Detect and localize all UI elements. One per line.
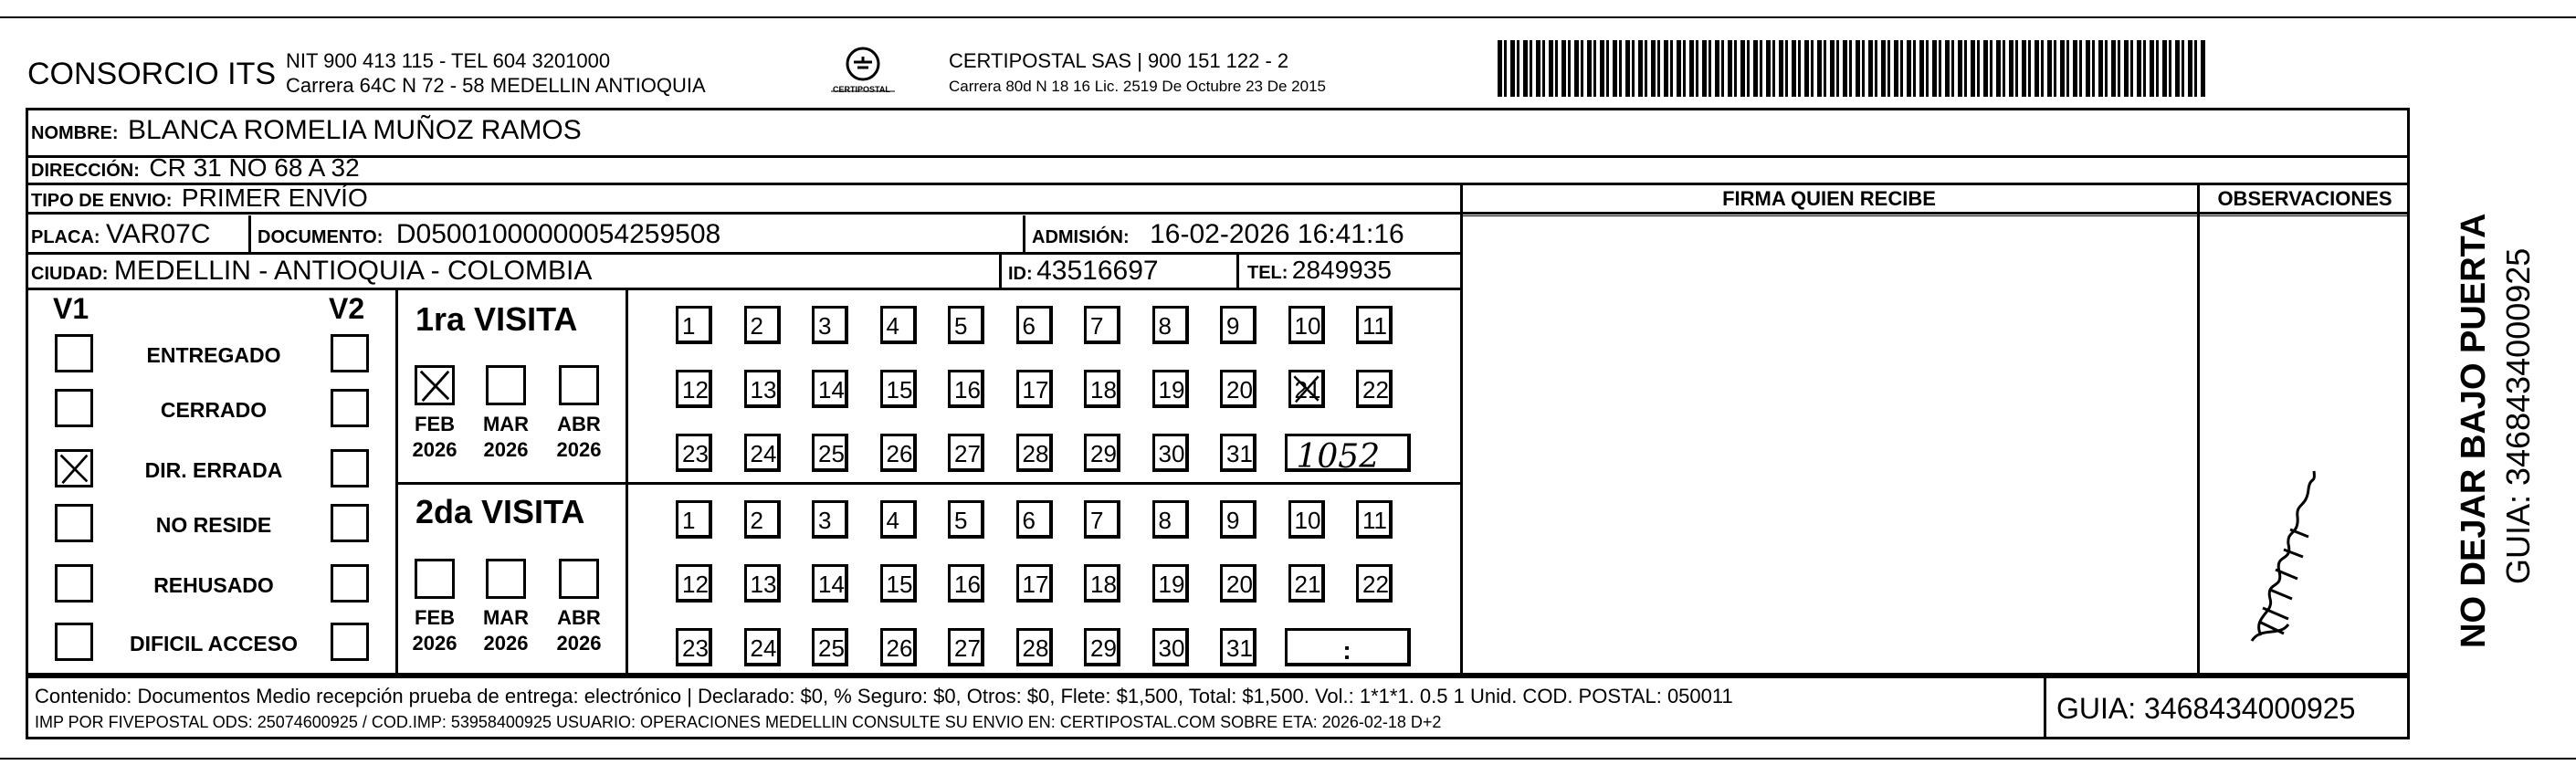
company-name: CONSORCIO ITS	[27, 57, 277, 91]
day-cell[interactable]	[1152, 370, 1189, 408]
signature-header: FIRMA QUIEN RECIBE	[1722, 187, 1936, 210]
day-cell[interactable]	[1152, 434, 1189, 472]
day-number: 4	[886, 312, 899, 340]
day-number: 1	[682, 312, 696, 340]
day-cell[interactable]	[1356, 306, 1393, 344]
day-number: 11	[1362, 507, 1387, 534]
v1-checkbox[interactable]	[55, 623, 93, 661]
day-number: 9	[1226, 312, 1240, 340]
footer-contents: Contenido: Documentos Medio recepción prueba de entrega: electrónico | Declarado: $0, % Seguro: $0, Otros: $0, Flete: $1,500, Total: $1,500. Vol.: 1*1*1. 0.5 1 Unid. COD. POSTAL: 050011	[35, 685, 1733, 707]
status-option-label: REHUSADO	[153, 573, 274, 597]
plate-label: PLACA:	[31, 227, 100, 247]
day-number: 19	[1158, 376, 1185, 403]
day-number: 28	[1022, 440, 1049, 467]
day-cell[interactable]	[676, 500, 712, 539]
type-row	[31, 185, 368, 211]
day-cell[interactable]	[1220, 564, 1256, 603]
day-number: 13	[750, 376, 777, 403]
day-cell[interactable]	[744, 434, 781, 472]
day-number: 12	[682, 571, 709, 598]
x-mark-icon	[58, 452, 90, 485]
day-cell[interactable]	[676, 370, 712, 408]
day-cell[interactable]	[1220, 306, 1256, 344]
day-cell[interactable]	[812, 370, 848, 408]
day-number: 31	[1226, 440, 1253, 467]
day-cell[interactable]	[1016, 628, 1053, 666]
row-line	[26, 183, 2410, 185]
day-number: 8	[1158, 507, 1172, 534]
type-label: TIPO DE ENVIO:	[31, 191, 173, 211]
day-number: 23	[682, 634, 709, 662]
day-cell[interactable]	[1220, 628, 1256, 666]
day-cell[interactable]	[676, 564, 712, 603]
day-number: 10	[1294, 507, 1321, 534]
day-cell[interactable]	[948, 306, 984, 344]
day-cell[interactable]	[1288, 306, 1325, 344]
row-line	[26, 212, 2410, 215]
day-cell[interactable]	[880, 434, 917, 472]
day-cell[interactable]	[1084, 500, 1120, 539]
month-name: FEB	[415, 606, 455, 629]
month-name: MAR	[482, 413, 530, 435]
day-number: 13	[750, 571, 777, 598]
admission-label: ADMISIÓN:	[1032, 227, 1130, 247]
day-cell[interactable]	[1152, 628, 1189, 666]
day-number: 5	[954, 312, 968, 340]
day-number: 28	[1022, 634, 1049, 662]
col-line	[1236, 252, 1239, 288]
day-cell[interactable]	[880, 370, 917, 408]
col-line	[1023, 215, 1025, 252]
month-year: 2026	[556, 438, 602, 461]
day-cell[interactable]	[880, 564, 917, 603]
day-cell[interactable]	[1084, 434, 1120, 472]
admission-row	[1032, 221, 1404, 248]
day-cell[interactable]	[744, 628, 781, 666]
row-line	[26, 288, 1462, 290]
v1-checkbox[interactable]	[55, 389, 93, 427]
day-number: 15	[886, 571, 913, 598]
status-option-label: CERRADO	[160, 398, 268, 422]
day-cell[interactable]	[948, 628, 984, 666]
day-cell[interactable]	[880, 500, 917, 539]
document-value: D05001000000054259508	[395, 219, 721, 249]
address-label: DIRECCIÓN:	[31, 161, 140, 181]
day-cell[interactable]	[880, 628, 917, 666]
day-number: 20	[1226, 571, 1253, 598]
month-name: ABR	[557, 606, 601, 629]
day-cell[interactable]	[1016, 500, 1053, 539]
day-number: 1	[682, 507, 696, 534]
day-cell[interactable]	[1152, 500, 1189, 539]
day-cell[interactable]	[880, 306, 917, 344]
day-number: 18	[1090, 376, 1117, 403]
day-cell[interactable]	[812, 434, 848, 472]
day-cell[interactable]	[676, 628, 712, 666]
day-number: 19	[1158, 571, 1185, 598]
day-cell[interactable]	[1220, 500, 1256, 539]
day-number: 11	[1362, 312, 1387, 340]
day-number: 3	[818, 507, 832, 534]
day-number: 15	[886, 376, 913, 403]
day-cell[interactable]	[1084, 370, 1120, 408]
day-number: 17	[1022, 376, 1049, 403]
tel-row	[1247, 257, 1392, 283]
v1-header: V1	[53, 292, 89, 325]
footer-imp-line: IMP POR FIVEPOSTAL ODS: 25074600925 / COD.IMP: 53958400925 USUARIO: OPERACIONES MEDELLIN CONSULTE SU ENVIO EN: CERTIPOSTAL.COM SOBRE ETA: 2026-02-18 D+2	[35, 713, 1442, 731]
v2-checkbox[interactable]	[331, 504, 369, 542]
v2-checkbox[interactable]	[331, 449, 369, 487]
day-number: 23	[682, 440, 709, 467]
city-row	[31, 257, 592, 285]
day-cell[interactable]	[1084, 306, 1120, 344]
day-number: 9	[1226, 507, 1240, 534]
day-number: 29	[1090, 440, 1117, 467]
day-number: 7	[1090, 507, 1104, 534]
day-number: 24	[750, 634, 777, 662]
day-number: 21	[1294, 571, 1321, 598]
address-row	[31, 155, 360, 181]
city-value: MEDELLIN - ANTIOQUIA - COLOMBIA	[113, 256, 593, 286]
month-checkbox[interactable]	[486, 365, 526, 405]
v1-checkbox[interactable]	[55, 334, 93, 372]
visit-time-value: :	[1342, 636, 1351, 665]
certipostal-nit: CERTIPOSTAL SAS | 900 151 122 - 2	[949, 49, 1289, 72]
col-line	[248, 215, 251, 252]
footer-guia: GUIA: 3468434000925	[2056, 692, 2356, 725]
id-label: ID:	[1008, 264, 1033, 284]
day-number: 24	[750, 440, 777, 467]
name-label: NOMBRE:	[31, 123, 119, 143]
plate-value: VAR07C	[106, 219, 211, 249]
day-number: 12	[682, 376, 709, 403]
observations-divider	[2197, 183, 2200, 676]
day-cell[interactable]	[1288, 370, 1325, 408]
day-number: 6	[1022, 312, 1036, 340]
status-option-label: DIFICIL ACCESO	[129, 632, 298, 655]
day-number: 22	[1362, 376, 1389, 403]
month-year: 2026	[483, 438, 529, 461]
day-number: 27	[954, 634, 981, 662]
day-cell[interactable]	[812, 628, 848, 666]
id-value: 43516697	[1036, 256, 1159, 286]
day-cell[interactable]	[1220, 370, 1256, 408]
document-row	[258, 221, 720, 248]
logo-text: CERTIPOSTAL	[833, 85, 890, 94]
day-number: 20	[1226, 376, 1253, 403]
day-cell[interactable]	[1288, 500, 1325, 539]
day-number: 26	[886, 440, 913, 467]
day-cell[interactable]	[1220, 434, 1256, 472]
row-line	[26, 252, 1462, 255]
day-number: 3	[818, 312, 832, 340]
name-row	[31, 117, 582, 144]
month-checkbox[interactable]	[559, 559, 599, 599]
day-number: 22	[1362, 571, 1389, 598]
recipient-name: BLANCA ROMELIA MUÑOZ RAMOS	[128, 115, 582, 145]
status-option-label: ENTREGADO	[146, 343, 281, 367]
day-cell[interactable]	[812, 564, 848, 603]
day-cell[interactable]	[1016, 434, 1053, 472]
visit1-title: 1ra VISITA	[415, 300, 578, 338]
day-cell[interactable]	[812, 500, 848, 539]
month-year: 2026	[556, 632, 602, 655]
plate-row	[31, 221, 211, 248]
day-number: 5	[954, 507, 968, 534]
day-number: 30	[1158, 634, 1185, 662]
day-cell[interactable]	[812, 306, 848, 344]
day-number: 17	[1022, 571, 1049, 598]
day-number: 29	[1090, 634, 1117, 662]
v1-checkbox[interactable]	[55, 564, 93, 603]
bottom-edge-line	[0, 758, 2576, 760]
footer-divider	[2044, 676, 2046, 739]
day-cell[interactable]	[1356, 500, 1393, 539]
day-cell[interactable]	[948, 370, 984, 408]
tel-label: TEL:	[1247, 263, 1288, 283]
day-cell[interactable]	[744, 306, 781, 344]
v2-header: V2	[329, 292, 365, 325]
day-cell[interactable]	[744, 500, 781, 539]
day-number: 4	[886, 507, 899, 534]
id-row	[1008, 257, 1159, 285]
day-cell[interactable]	[1084, 628, 1120, 666]
day-cell[interactable]	[1356, 370, 1393, 408]
row-line	[26, 155, 2410, 158]
city-label: CIUDAD:	[31, 264, 109, 284]
day-cell[interactable]	[1084, 564, 1120, 603]
visit-time-value: 1052	[1296, 438, 1381, 476]
status-option-label: NO RESIDE	[155, 513, 272, 537]
day-number: 8	[1158, 312, 1172, 340]
top-edge-line	[0, 16, 2576, 18]
visit-divider	[395, 482, 1462, 485]
day-number: 21	[1294, 376, 1321, 403]
month-year: 2026	[412, 438, 457, 461]
day-number: 14	[818, 376, 845, 403]
signature-scribble-icon	[2234, 462, 2343, 644]
day-cell[interactable]	[1152, 564, 1189, 603]
visit2-title: 2da VISITA	[415, 493, 585, 530]
v2-checkbox[interactable]	[331, 389, 369, 427]
day-cell[interactable]	[948, 434, 984, 472]
recipient-address: CR 31 NO 68 A 32	[149, 153, 360, 182]
shipment-type: PRIMER ENVÍO	[181, 183, 368, 212]
day-number: 10	[1294, 312, 1321, 340]
day-number: 25	[818, 634, 845, 662]
v1-checkbox[interactable]	[55, 504, 93, 542]
month-checkbox[interactable]	[559, 365, 599, 405]
day-cell[interactable]	[676, 306, 712, 344]
v2-checkbox[interactable]	[331, 623, 369, 661]
tel-value: 2849935	[1291, 256, 1392, 284]
visit-time-field[interactable]	[1285, 434, 1411, 476]
day-cell[interactable]	[1016, 306, 1053, 344]
day-number: 7	[1090, 312, 1104, 340]
day-number: 25	[818, 440, 845, 467]
month-checkbox[interactable]	[486, 559, 526, 599]
company-nit: NIT 900 413 115 - TEL 604 3201000	[286, 49, 611, 72]
month-year: 2026	[412, 632, 457, 655]
month-name: MAR	[482, 606, 530, 629]
signature-divider	[1460, 183, 1463, 676]
day-cell[interactable]	[744, 370, 781, 408]
day-number: 16	[954, 571, 981, 598]
day-number: 2	[750, 507, 763, 534]
day-number: 18	[1090, 571, 1117, 598]
day-number: 16	[954, 376, 981, 403]
visit-time-field[interactable]	[1285, 628, 1411, 666]
day-cell[interactable]	[1152, 306, 1189, 344]
side-guia: GUIA: 3468434000925	[2499, 247, 2537, 584]
day-cell[interactable]	[1356, 564, 1393, 603]
day-number: 14	[818, 571, 845, 598]
status-option-label: DIR. ERRADA	[144, 458, 283, 482]
day-number: 27	[954, 440, 981, 467]
barcode-icon	[1498, 40, 2210, 97]
company-address: Carrera 64C N 72 - 58 MEDELLIN ANTIOQUIA	[286, 74, 706, 97]
month-checkbox[interactable]	[415, 365, 455, 405]
side-warning: NO DEJAR BAJO PUERTA	[2455, 213, 2493, 648]
day-number: 31	[1226, 634, 1253, 662]
document-label: DOCUMENTO:	[258, 227, 384, 247]
header-underline	[1460, 215, 2410, 216]
month-checkbox[interactable]	[415, 559, 455, 599]
col-line	[999, 252, 1002, 288]
certipostal-license: Carrera 80d N 18 16 Lic. 2519 De Octubre 23 De 2015	[949, 78, 1326, 95]
month-year: 2026	[483, 632, 529, 655]
day-cell[interactable]	[1016, 370, 1053, 408]
day-number: 26	[886, 634, 913, 662]
day-cell[interactable]	[948, 564, 984, 603]
day-cell[interactable]	[948, 500, 984, 539]
day-number: 2	[750, 312, 763, 340]
v2-checkbox[interactable]	[331, 564, 369, 603]
day-cell[interactable]	[1288, 564, 1325, 603]
day-cell[interactable]	[676, 434, 712, 472]
day-cell[interactable]	[1016, 564, 1053, 603]
observations-header: OBSERVACIONES	[2217, 187, 2392, 210]
day-cell[interactable]	[744, 564, 781, 603]
v2-checkbox[interactable]	[331, 334, 369, 372]
month-name: ABR	[557, 413, 601, 435]
month-name: FEB	[415, 413, 455, 435]
v1-checkbox[interactable]	[55, 449, 93, 487]
admission-value: 16-02-2026 16:41:16	[1150, 219, 1404, 249]
day-number: 30	[1158, 440, 1185, 467]
day-number: 6	[1022, 507, 1036, 534]
